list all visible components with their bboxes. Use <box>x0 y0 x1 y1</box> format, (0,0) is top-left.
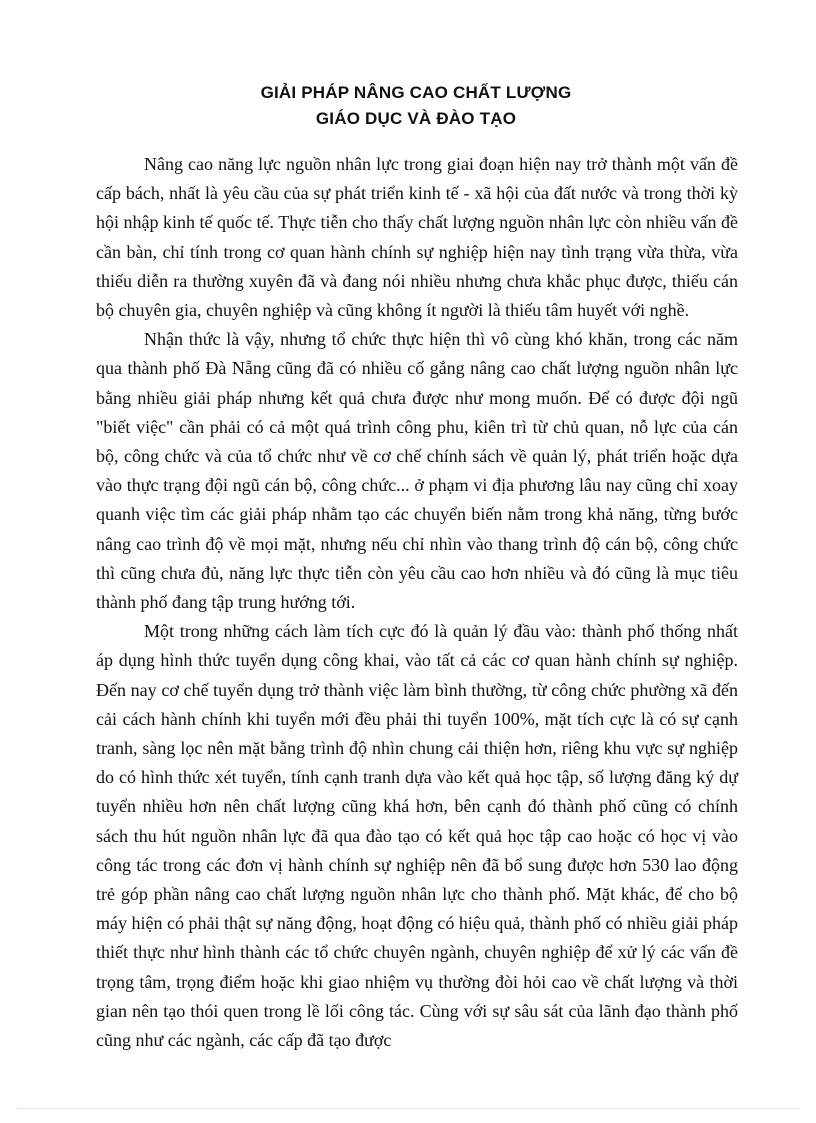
paragraph-1: Nâng cao năng lực nguồn nhân lực trong giai đoạn hiện nay trở thành một vấn đề cấp bách, nhất là yêu cầu của sự phát triển kinh tế - xã hội của đất nước và trong thời kỳ hội nhập kinh tế quốc tế. Thực tiễn cho thấy chất lượng nguồn nhân lực còn nhiều vấn đề cần bàn, chỉ tính trong cơ quan hành chính sự nghiệp hiện nay tình trạng vừa thừa, vừa thiếu diễn ra thường xuyên đã và đang nói nhiều nhưng chưa khắc phục được, thiếu cán bộ chuyên gia, chuyên nghiệp và cũng không ít người là thiếu tâm huyết với nghề. <box>96 154 738 321</box>
title-line-2: GIÁO DỤC VÀ ĐÀO TẠO <box>315 109 517 128</box>
paragraph-2: Nhận thức là vậy, nhưng tổ chức thực hiện thì vô cùng khó khăn, trong các năm qua thành phố Đà Nẵng cũng đã có nhiều cố gắng nâng cao chất lượng nguồn nhân lực bằng nhiều giải pháp nhưng kết quả chưa được như mong muốn. Để có được đội ngũ "biết việc" cần phải có cả một quá trình công phu, kiên trì từ chủ quan, nỗ lực của cán bộ, công chức và của tổ chức như về cơ chế chính sách về quản lý, phát triển hoặc dựa vào thực trạng đội ngũ cán bộ, công chức... ở phạm vi địa phương lâu nay cũng chỉ xoay quanh việc tìm các giải pháp nhằm tạo các chuyển biến nằm trong khả năng, từng bước nâng cao trình độ về mọi mặt, nhưng nếu chỉ nhìn vào thang trình độ cán bộ, công chức thì cũng chưa đủ, năng lực thực tiễn còn yêu cầu cao hơn nhiều và đó cũng là mục tiêu thành phố đang tập trung hướng tới. <box>96 329 738 613</box>
document-title <box>96 80 736 132</box>
page-bottom-divider <box>16 1108 800 1109</box>
paragraph-3: Một trong những cách làm tích cực đó là quản lý đầu vào: thành phố thống nhất áp dụng hình thức tuyển dụng công khai, vào tất cả các cơ quan hành chính sự nghiệp. Đến nay cơ chế tuyển dụng trở thành việc làm bình thường, từ công chức phường xã đến cải cách hành chính khi tuyển mới đều phải thi tuyển 100%, mặt tích cực là có sự cạnh tranh, sàng lọc nên mặt bằng trình độ nhìn chung cải thiện hơn, riêng khu vực sự nghiệp do có hình thức xét tuyển, tính cạnh tranh dựa vào kết quả học tập, số lượng đăng ký dự tuyển nhiều hơn nên chất lượng cũng khá hơn, bên cạnh đó thành phố cũng có chính sách thu hút nguồn nhân lực đã qua đào tạo có kết quả học tập cao hoặc có học vị vào công tác trong các đơn vị hành chính sự nghiệp nên đã bổ sung được hơn 530 lao động trẻ góp phần nâng cao chất lượng nguồn nhân lực cho thành phố. Mặt khác, để cho bộ máy hiện có phải thật sự năng động, hoạt động có hiệu quả, thành phố có nhiều giải pháp thiết thực như hình thành các tổ chức chuyên ngành, chuyên nghiệp để xử lý các vấn đề trọng tâm, trọng điểm hoặc khi giao nhiệm vụ thường đòi hỏi cao về chất lượng và thời gian nên tạo thói quen trong lề lối công tác. Cùng với sự sâu sát của lãnh đạo thành phố cũng như các ngành, các cấp đã tạo được <box>96 621 738 1051</box>
title-line-1: GIẢI PHÁP NÂNG CAO CHẤT LƯỢNG <box>260 83 572 102</box>
document-body <box>96 150 738 1055</box>
